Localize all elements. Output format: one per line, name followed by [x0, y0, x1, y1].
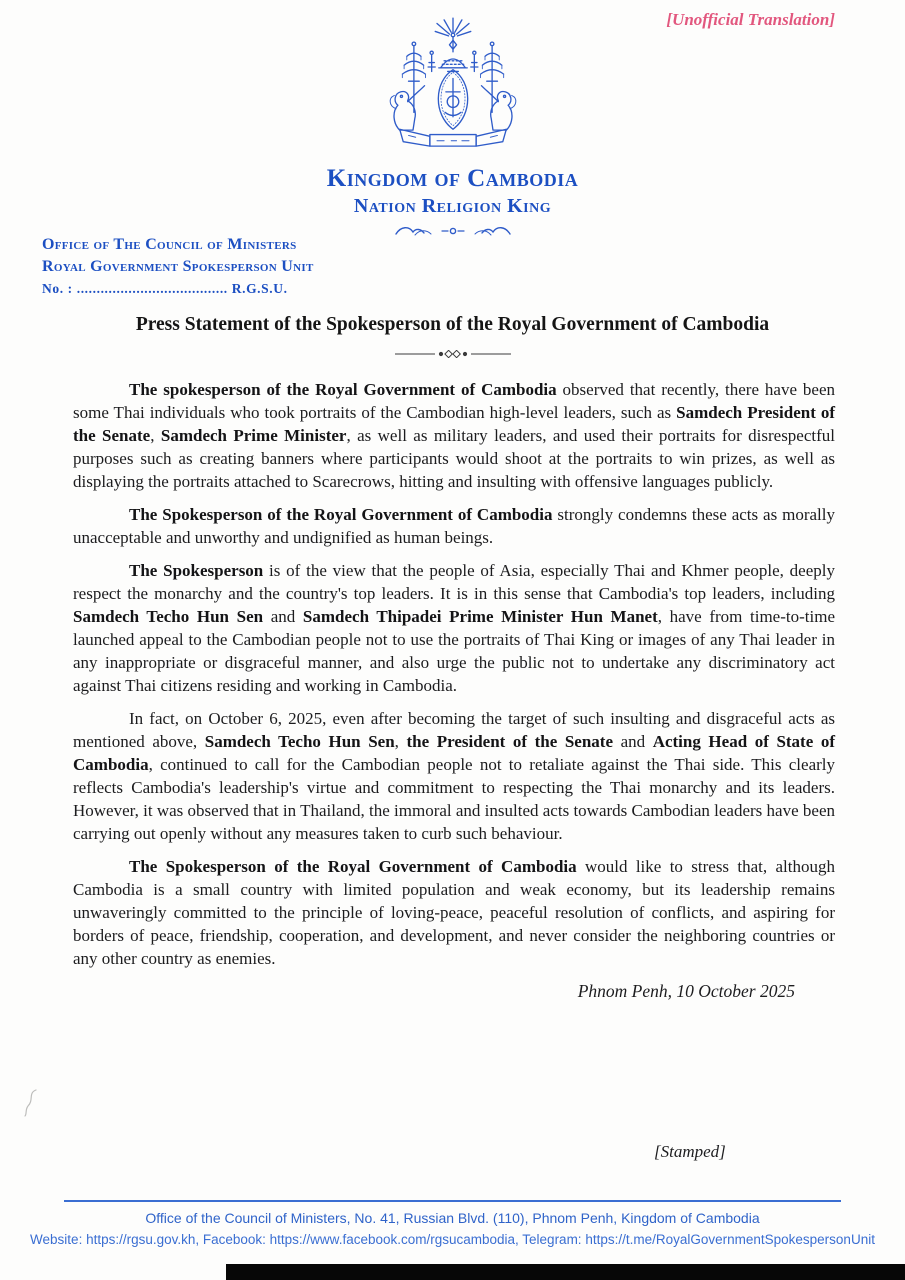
translation-note: [Unofficial Translation] [666, 10, 835, 29]
stamp-note: [Stamped] [654, 1142, 726, 1161]
paragraph: In fact, on October 6, 2025, even after becoming the target of such insulting and disgraceful acts as mentioned above, Samdech Techo Hun Sen, the President of the Senate and Acting Head of State of Cambodia, continued to call for the Cambodian people not to retaliate against the Thai side. This clearly reflects Cambodia's leadership's virtue and commitment to respecting the Thai monarchy and its leaders. However, it was observed that in Thailand, the immoral and insulted acts towards Cambodian leaders have been carrying out openly without any measures taken to curb such behaviour. [73, 709, 835, 843]
document-title: Press Statement of the Spokesperson of the Royal Government of Cambodia [135, 314, 770, 335]
reference-number-line: No. : ...................................... R.G.S.U. [42, 281, 288, 296]
paragraph: The Spokesperson of the Royal Government of Cambodia would like to stress that, although Cambodia is a small country with limited population and weak economy, but its leadership remains unwaveringly committed to the principle of loving-peace, peaceful resolution of conflicts, and aspiring for borders of peace, friendship, cooperation, and development, and never consider the neighboring countries or any other country as enemies. [73, 857, 835, 968]
handwritten-pencil-mark-icon [20, 1088, 44, 1123]
footer-address: Office of the Council of Ministers, No. 41, Russian Blvd. (110), Phnom Penh, Kingdom of Cambodia [145, 1210, 760, 1226]
office-line-2: Royal Government Spokesperson Unit [42, 258, 314, 275]
dateline: Phnom Penh, 10 October 2025 [577, 981, 795, 1001]
ornament-divider-icon [0, 350, 905, 358]
paragraph: The Spokesperson is of the view that the people of Asia, especially Thai and Khmer people, deeply respect the monarchy and the country's top leaders. It is in this sense that Cambodia's top leaders, including Samdech Techo Hun Sen and Samdech Thipadei Prime Minister Hun Manet, have from time-to-time launched appeal to the Cambodian people not to use the portraits of Thai King or images of any Thai leader in any inappropriate or disgraceful manner, and also urge the public not to undertake any discriminatory act against Thai citizens residing and working in Cambodia. [73, 561, 835, 695]
office-line-1: Office of The Council of Ministers [42, 236, 297, 253]
footer-contacts: Website: https://rgsu.gov.kh, Facebook: https://www.facebook.com/rgsucambodia, Telegram: https://t.me/RoyalGovernmentSpokespersonUnit [30, 1232, 875, 1247]
motto-heading: Nation Religion King [353, 195, 552, 217]
kingdom-heading: Kingdom of Cambodia [326, 165, 579, 192]
scan-edge-bar [226, 1264, 905, 1280]
paragraph: The spokesperson of the Royal Government of Cambodia observed that recently, there have been some Thai individuals who took portraits of the Cambodian high-level leaders, such as Samdech President of the Senate, Samdech Prime Minister, as well as military leaders, and used their portraits for disrespectful purposes such as creating banners where participants would shoot at the portraits to win prizes, as well as displaying the portraits attached to Scarecrows, hitting and insulting with offensive languages publicly. [73, 380, 836, 491]
office-block [42, 234, 472, 299]
paragraph: The Spokesperson of the Royal Government of Cambodia strongly condemns these acts as morally unacceptable and unworthy and undignified as human beings. [73, 505, 836, 547]
royal-arms-of-cambodia-icon [373, 141, 533, 158]
footer-rule [64, 1200, 841, 1202]
body-paragraphs [73, 378, 835, 970]
